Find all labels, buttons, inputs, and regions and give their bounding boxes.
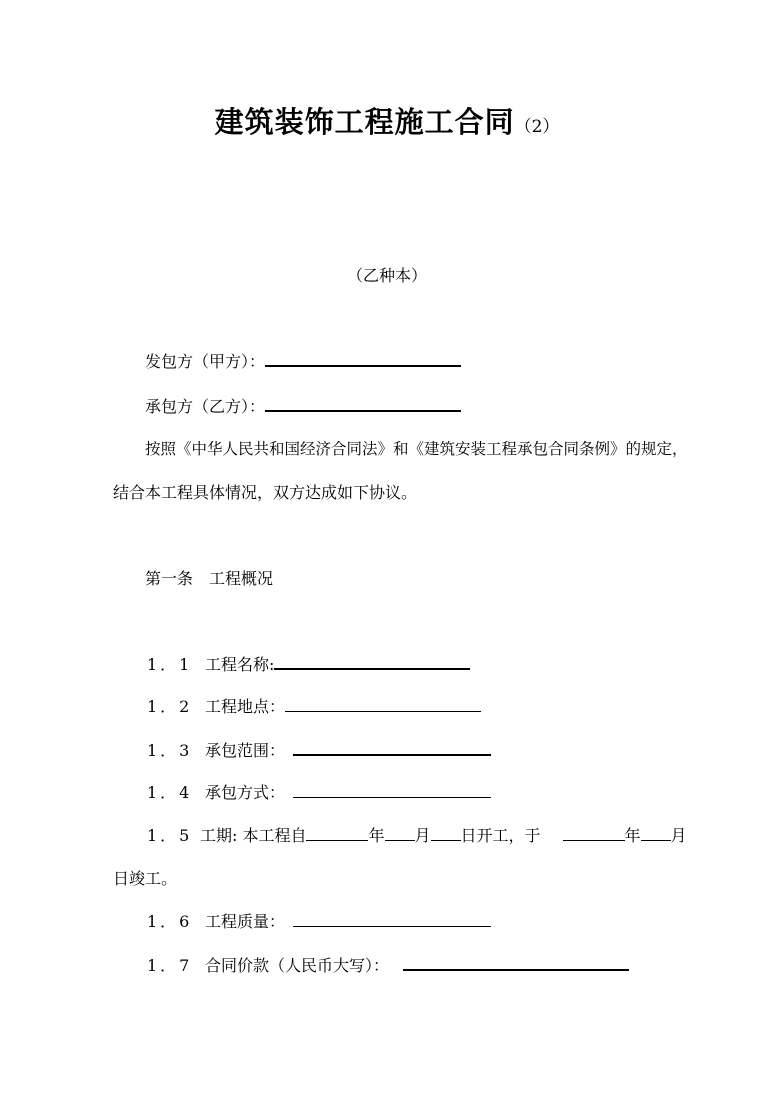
clause-number: 1．5 xyxy=(147,826,193,845)
preamble-line-1: 按照《中华人民共和国经济合同法》和《建筑安装工程承包合同条例》的规定， xyxy=(145,440,688,458)
clause-label: 工程地点： xyxy=(205,697,286,716)
clause-label: 承包方式： xyxy=(205,783,286,802)
clause-1-5 xyxy=(147,826,687,846)
clause-1-7 xyxy=(147,955,629,976)
year-unit: 年 xyxy=(368,826,385,845)
start-year-blank xyxy=(306,826,368,841)
clause-number: 1．3 xyxy=(147,741,193,760)
clause-label: 工期: 本工程自 xyxy=(200,826,307,845)
project-location-blank xyxy=(285,697,481,712)
clause-label: 工程名称: xyxy=(205,655,275,674)
start-day-text: 日开工，于 xyxy=(460,826,541,845)
clause-1-1 xyxy=(147,654,470,675)
title-suffix: （2） xyxy=(514,117,560,137)
clause-number: 1．6 xyxy=(147,912,193,931)
clause-number: 1．2 xyxy=(147,697,193,716)
party-b-blank xyxy=(265,396,461,412)
start-month-blank xyxy=(385,826,415,841)
contract-mode-blank xyxy=(293,783,491,798)
preamble-line-2: 结合本工程具体情况，双方达成如下协议。 xyxy=(113,483,418,502)
clause-label: 承包范围： xyxy=(205,741,286,760)
clause-1-2 xyxy=(147,697,481,717)
article-1-heading: 第一条 工程概况 xyxy=(145,569,274,588)
project-name-blank xyxy=(274,654,470,670)
contract-price-blank xyxy=(403,955,629,971)
document-subtitle: （乙种本） xyxy=(346,266,427,285)
clause-number: 1．1 xyxy=(147,655,193,674)
clause-number: 1．4 xyxy=(147,783,193,802)
clause-1-5-continuation: 日竣工。 xyxy=(113,869,178,888)
scope-blank xyxy=(293,740,491,756)
month-unit: 月 xyxy=(414,826,431,845)
start-day-blank xyxy=(431,826,461,841)
party-a-label: 发包方（甲方）： xyxy=(145,352,266,371)
month-unit-2: 月 xyxy=(670,826,687,845)
clause-1-6 xyxy=(147,912,491,932)
quality-blank xyxy=(293,912,491,927)
clause-label: 合同价款（人民币大写）： xyxy=(205,956,390,975)
party-a-blank xyxy=(265,351,461,367)
party-b-label: 承包方（乙方）： xyxy=(145,397,266,416)
end-year-blank xyxy=(563,826,625,841)
year-unit-2: 年 xyxy=(624,826,641,845)
party-b-row xyxy=(145,396,461,417)
clause-number: 1．7 xyxy=(147,956,193,975)
clause-label: 工程质量： xyxy=(205,912,286,931)
document-title xyxy=(0,100,774,141)
clause-1-3 xyxy=(147,740,491,761)
clause-1-4 xyxy=(147,783,491,803)
end-month-blank xyxy=(641,826,671,841)
title-main: 建筑装饰工程施工合同 xyxy=(214,105,515,139)
party-a-row xyxy=(145,351,461,372)
